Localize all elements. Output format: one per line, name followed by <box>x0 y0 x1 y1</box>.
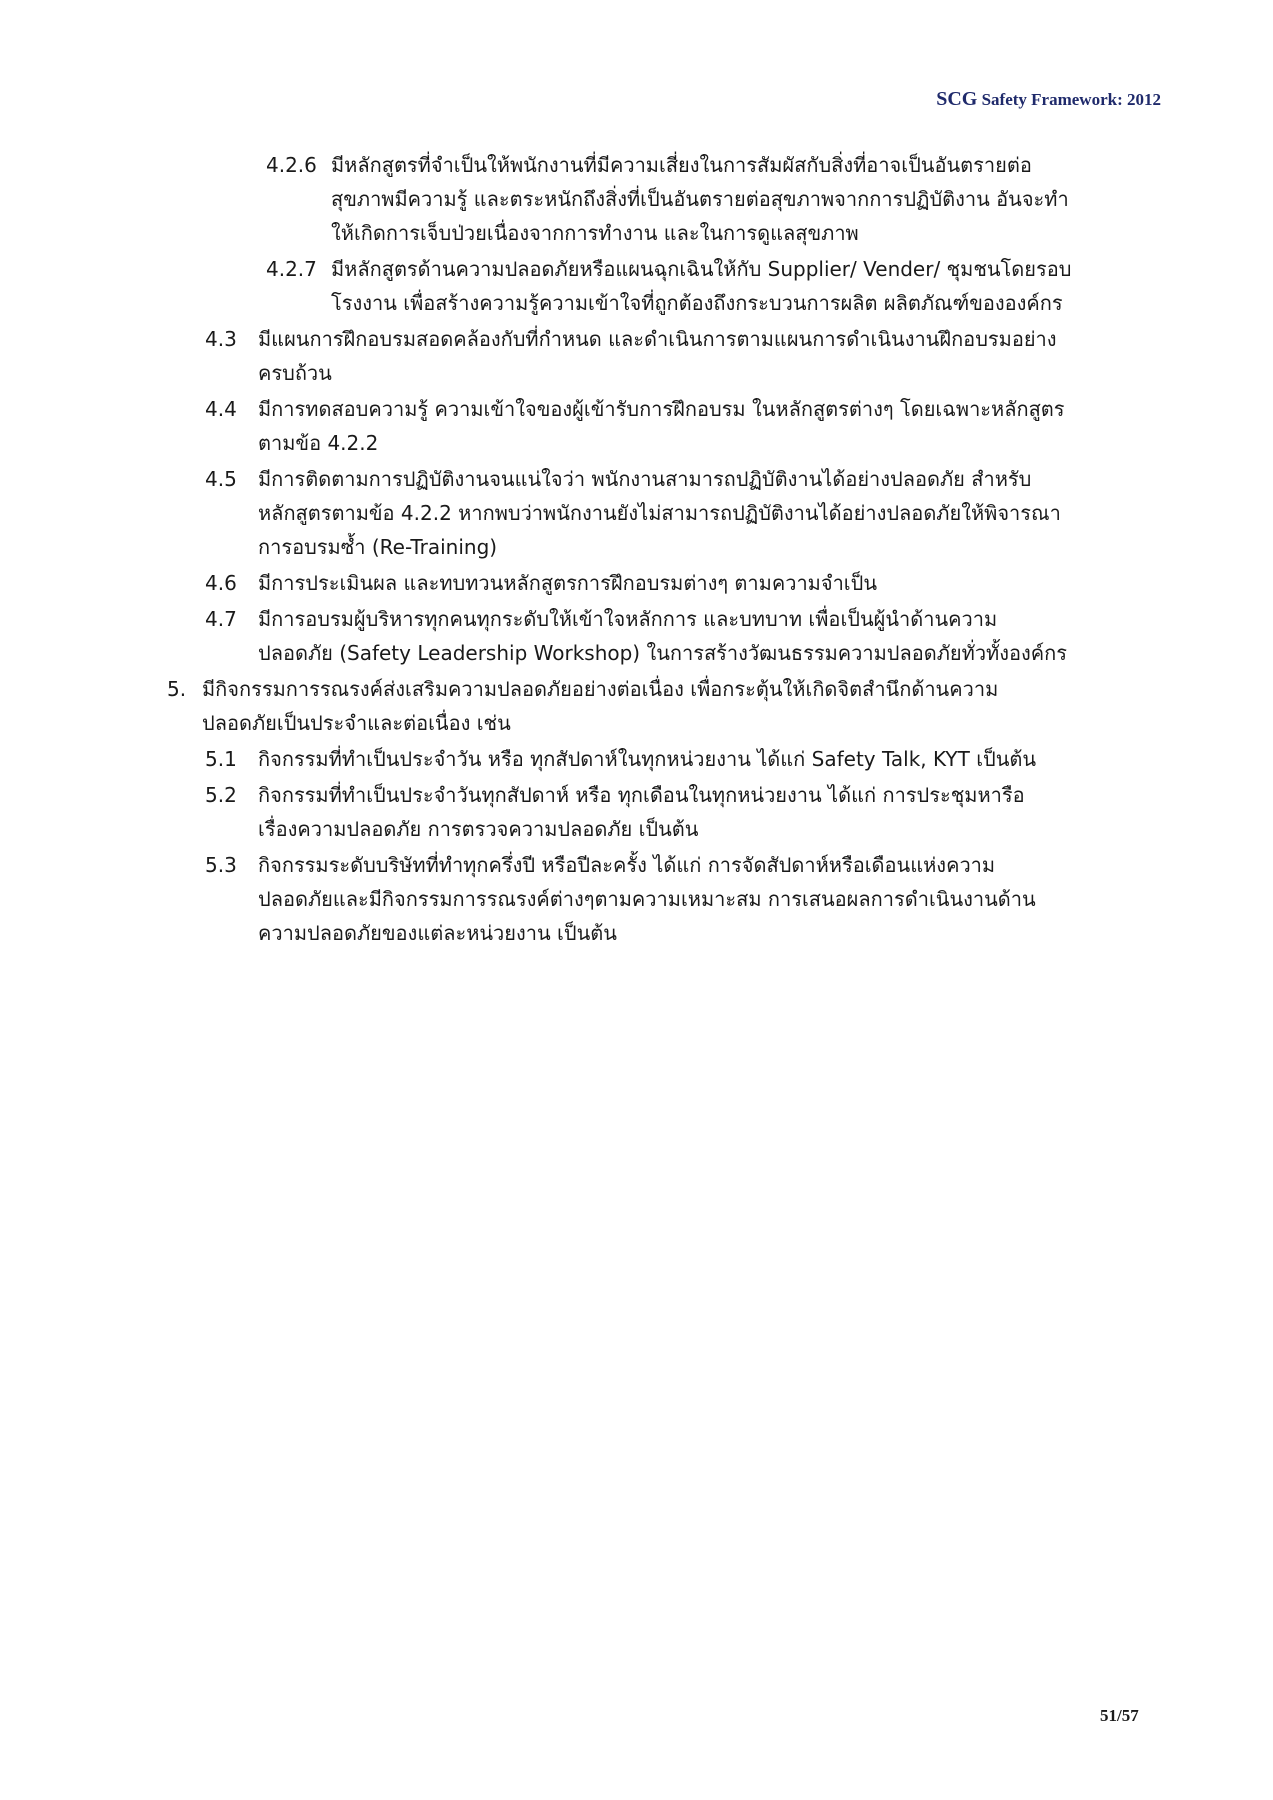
item-line: มีการประเมินผล และทบทวนหลักสูตรการฝึกอบรมต่างๆ ตามความจำเป็น <box>258 571 878 595</box>
item-line: สุขภาพมีความรู้ และตระหนักถึงสิ่งที่เป็นอันตรายต่อสุขภาพจากการปฏิบัติงาน อันจะทำ <box>331 187 1069 211</box>
header-title: Safety Framework: 2012 <box>977 90 1161 109</box>
list-item-4-4 <box>0 392 1273 460</box>
item-text <box>258 778 1273 846</box>
item-line: กิจกรรมที่ทำเป็นประจำวันทุกสัปดาห์ หรือ ทุกเดือนในทุกหน่วยงาน ได้แก่ การประชุมหารือ <box>258 783 1025 807</box>
item-line: ความปลอดภัยของแต่ละหน่วยงาน เป็นต้น <box>258 921 617 945</box>
item-line: มีกิจกรรมการรณรงค์ส่งเสริมความปลอดภัยอย่างต่อเนื่อง เพื่อกระตุ้นให้เกิดจิตสำนึกด้านความ <box>202 677 999 701</box>
list-item-4-2-6 <box>0 148 1273 250</box>
item-text <box>331 148 1273 250</box>
list-item-4-6 <box>0 566 1273 600</box>
item-text <box>258 392 1273 460</box>
item-text <box>258 462 1273 564</box>
item-number: 4.2.7 <box>266 257 317 281</box>
item-text <box>258 322 1273 390</box>
list-item-4-7 <box>0 602 1273 670</box>
item-line: โรงงาน เพื่อสร้างความรู้ความเข้าใจที่ถูกต้องถึงกระบวนการผลิต ผลิตภัณฑ์ขององค์กร <box>331 291 1063 315</box>
item-line: กิจกรรมระดับบริษัทที่ทำทุกครึ่งปี หรือปีละครั้ง ได้แก่ การจัดสัปดาห์หรือเดือนแห่งความ <box>258 853 996 877</box>
item-line: กิจกรรมที่ทำเป็นประจำวัน หรือ ทุกสัปดาห์ในทุกหน่วยงาน ได้แก่ Safety Talk, KYT เป็นต้น <box>258 747 1037 771</box>
item-number: 4.5 <box>205 467 237 491</box>
item-text <box>258 848 1273 950</box>
item-number: 4.7 <box>205 607 237 631</box>
list-item-4-2-7 <box>0 252 1273 320</box>
item-line: ปลอดภัย (Safety Leadership Workshop) ในการสร้างวัฒนธรรมความปลอดภัยทั่วทั้งองค์กร <box>258 641 1068 665</box>
item-line: เรื่องความปลอดภัย การตรวจความปลอดภัย เป็นต้น <box>258 817 699 841</box>
item-number: 4.6 <box>205 571 237 595</box>
item-line: ปลอดภัยและมีกิจกรรมการรณรงค์ต่างๆตามความเหมาะสม การเสนอผลการดำเนินงานด้าน <box>258 887 1036 911</box>
item-line: มีการติดตามการปฏิบัติงานจนแน่ใจว่า พนักงานสามารถปฏิบัติงานได้อย่างปลอดภัย สำหรับ <box>258 467 1032 491</box>
item-number: 4.2.6 <box>266 153 317 177</box>
list-item-4-3 <box>0 322 1273 390</box>
item-line: การอบรมซ้ำ (Re-Training) <box>258 535 498 559</box>
list-item-4-5 <box>0 462 1273 564</box>
item-line: หลักสูตรตามข้อ 4.2.2 หากพบว่าพนักงานยังไม่สามารถปฏิบัติงานได้อย่างปลอดภัยให้พิจารณา <box>258 501 1061 525</box>
list-item-5-2 <box>0 778 1273 846</box>
item-text <box>202 672 1273 740</box>
header-brand: SCG <box>936 88 978 110</box>
item-line: มีหลักสูตรด้านความปลอดภัยหรือแผนฉุกเฉินให้กับ Supplier/ Vender/ ชุมชนโดยรอบ <box>331 257 1072 281</box>
item-line: มีแผนการฝึกอบรมสอดคล้องกับที่กำหนด และดำเนินการตามแผนการดำเนินงานฝึกอบรมอย่าง <box>258 327 1057 351</box>
item-line: ครบถ้วน <box>258 361 332 385</box>
item-line: ให้เกิดการเจ็บป่วยเนื่องจากการทำงาน และในการดูแลสุขภาพ <box>331 221 859 245</box>
item-number: 4.4 <box>205 397 237 421</box>
item-text <box>331 252 1273 320</box>
item-line: มีการอบรมผู้บริหารทุกคนทุกระดับให้เข้าใจหลักการ และบทบาท เพื่อเป็นผู้นำด้านความ <box>258 607 998 631</box>
item-number: 5. <box>167 677 187 701</box>
list-item-5-3 <box>0 848 1273 950</box>
item-line: ตามข้อ 4.2.2 <box>258 431 379 455</box>
document-header <box>936 88 1161 111</box>
page-number: 51/57 <box>1100 1706 1139 1725</box>
document-body <box>0 148 1273 952</box>
item-line: มีหลักสูตรที่จำเป็นให้พนักงานที่มีความเสี่ยงในการสัมผัสกับสิ่งที่อาจเป็นอันตรายต่อ <box>331 153 1032 177</box>
list-item-5-1 <box>0 742 1273 776</box>
item-line: มีการทดสอบความรู้ ความเข้าใจของผู้เข้ารับการฝึกอบรม ในหลักสูตรต่างๆ โดยเฉพาะหลักสูตร <box>258 397 1065 421</box>
item-text <box>258 742 1273 776</box>
item-number: 5.2 <box>205 783 237 807</box>
item-number: 5.3 <box>205 853 237 877</box>
item-line: ปลอดภัยเป็นประจำและต่อเนื่อง เช่น <box>202 711 511 735</box>
item-number: 5.1 <box>205 747 237 771</box>
item-text <box>258 566 1273 600</box>
list-item-5 <box>0 672 1273 740</box>
item-text <box>258 602 1273 670</box>
item-number: 4.3 <box>205 327 237 351</box>
